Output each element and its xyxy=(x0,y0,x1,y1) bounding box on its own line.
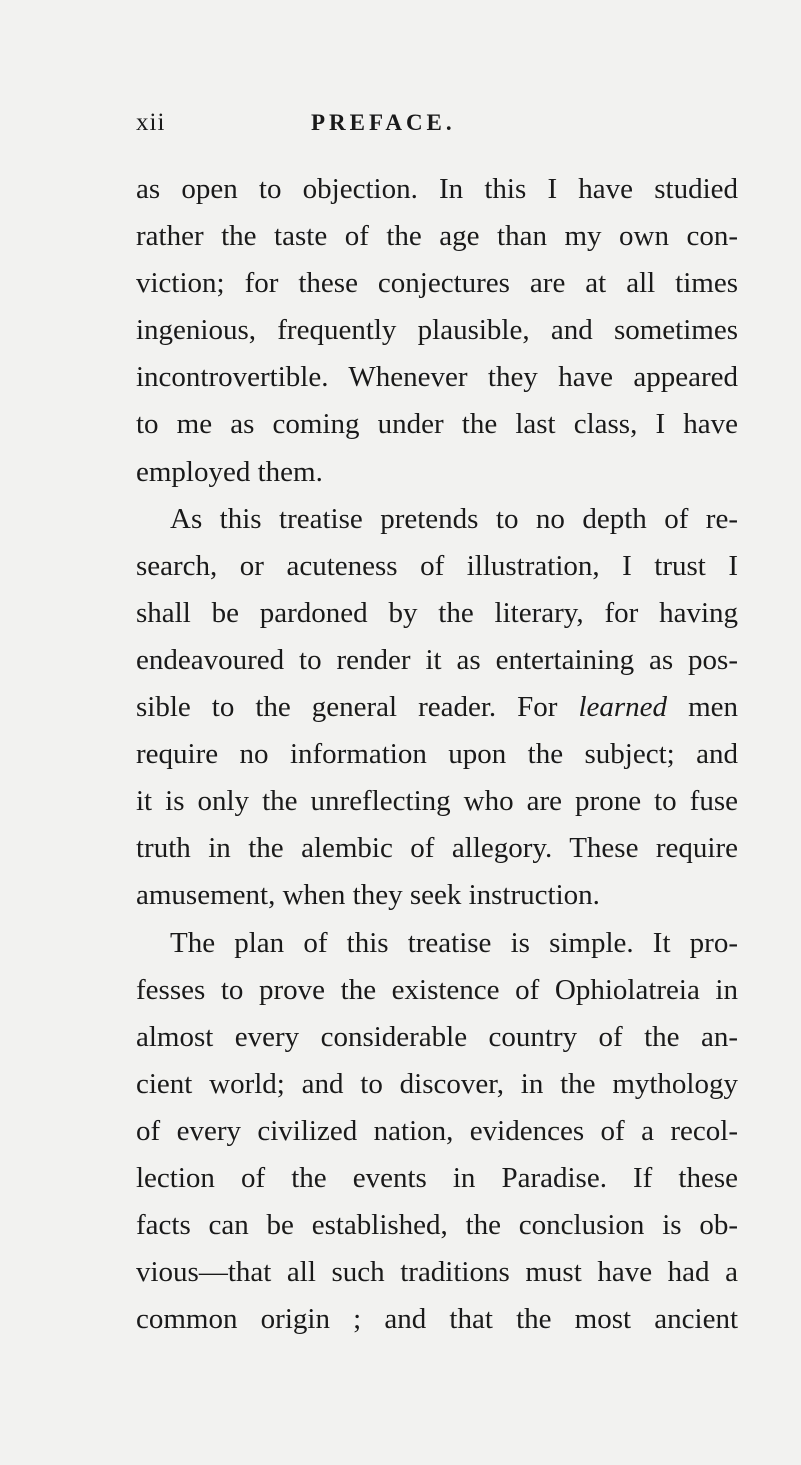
text-line: ingenious, frequently plausible, and sometimes xyxy=(136,314,738,347)
text-line: of every civilized nation, evidences of a recol- xyxy=(136,1114,738,1147)
text-line: cient world; and to discover, in the mythology xyxy=(136,1067,738,1100)
text-segment: sible to the general reader. For xyxy=(136,691,579,724)
page-number: xii xyxy=(136,109,166,136)
body-text xyxy=(136,166,738,1343)
text-line: vious—that all such traditions must have had a xyxy=(136,1256,738,1289)
text-line: fesses to prove the existence of Ophiolatreia in xyxy=(136,973,738,1006)
text-line: amusement, when they seek instruction. xyxy=(136,879,600,912)
text-line: The plan of this treatise is simple. It pro- xyxy=(170,926,738,959)
text-line: truth in the alembic of allegory. These require xyxy=(136,832,738,865)
running-title: PREFACE. xyxy=(311,110,456,135)
text-line: as open to objection. In this I have studied xyxy=(136,173,738,205)
text-line: to me as coming under the last class, I have xyxy=(136,408,738,441)
text-line: incontrovertible. Whenever they have appeared xyxy=(136,361,738,394)
text-segment: men xyxy=(667,691,738,724)
text-line: employed them. xyxy=(136,455,323,488)
text-line: lection of the events in Paradise. If these xyxy=(136,1161,738,1194)
italic-word: learned xyxy=(578,691,668,724)
text-line: shall be pardoned by the literary, for having xyxy=(136,596,738,629)
text-line: viction; for these conjectures are at all times xyxy=(136,267,738,300)
text-line xyxy=(136,684,738,731)
text-line: rather the taste of the age than my own con- xyxy=(136,220,738,253)
text-line: require no information upon the subject; and xyxy=(136,738,738,771)
text-line: almost every considerable country of the an- xyxy=(136,1020,738,1053)
text-line: facts can be established, the conclusion is ob- xyxy=(136,1209,738,1242)
text-line: As this treatise pretends to no depth of re- xyxy=(170,502,738,535)
text-line: search, or acuteness of illustration, I trust I xyxy=(136,549,738,582)
text-line: it is only the unreflecting who are prone to fuse xyxy=(136,785,738,818)
text-line: endeavoured to render it as entertaining as pos- xyxy=(136,643,738,676)
running-head xyxy=(136,108,738,138)
text-line: common origin ; and that the most ancient xyxy=(136,1303,738,1336)
